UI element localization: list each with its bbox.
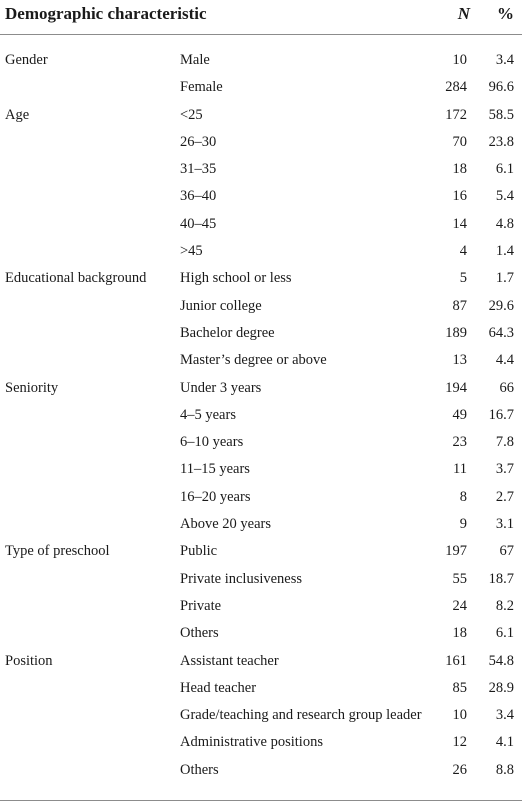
table-row [0,130,522,157]
row-n-value: 18 [452,625,467,642]
row-category-label: Junior college [180,297,262,314]
row-category-label: Others [180,761,219,778]
row-n-value: 26 [452,761,467,778]
row-percent-value: 66 [499,379,514,396]
row-group-label: Educational background [5,270,147,287]
row-percent-value: 18.7 [488,570,514,587]
row-n-value: 13 [452,352,467,369]
table-row [0,430,522,457]
row-n-value: 194 [445,379,467,396]
table-row [0,539,522,566]
table-row [0,294,522,321]
table-header [0,0,522,34]
row-n-value: 12 [452,734,467,751]
row-percent-value: 8.8 [495,761,514,778]
row-percent-value: 5.4 [495,188,514,205]
table-row [0,212,522,239]
row-n-value: 10 [452,52,467,68]
row-category-label: Under 3 years [180,379,262,396]
table-row [0,321,522,348]
row-n-value: 10 [452,707,467,724]
table-row [0,649,522,676]
row-percent-value: 96.6 [488,79,514,96]
row-n-value: 14 [452,215,467,232]
row-category-label: Public [180,543,218,560]
table-row [0,567,522,594]
table-row [0,730,522,757]
row-group-label: Seniority [5,379,59,396]
table-row [0,266,522,293]
row-percent-value: 3.7 [495,461,514,478]
row-n-value: 49 [452,406,467,423]
row-n-value: 55 [452,570,467,587]
row-n-value: 70 [452,133,467,150]
row-category-label: 31–35 [180,161,217,178]
row-percent-value: 4.4 [495,352,514,369]
row-category-label: Others [180,625,219,642]
table-row [0,376,522,403]
row-n-value: 11 [453,461,467,478]
row-percent-value: 3.4 [495,52,514,68]
table-row [0,348,522,375]
row-category-label: Grade/teaching and research group leader [180,707,422,724]
row-category-label: 4–5 years [180,406,236,423]
row-percent-value: 4.8 [495,215,514,232]
header-percent: % [497,4,514,23]
row-category-label: <25 [180,106,203,123]
table-row [0,676,522,703]
row-percent-value: 16.7 [488,406,514,423]
table-row [0,48,522,75]
row-n-value: 172 [445,106,467,123]
row-percent-value: 54.8 [488,652,514,669]
row-category-label: 16–20 years [180,488,251,505]
header-characteristic: Demographic characteristic [5,4,207,23]
row-n-value: 4 [459,243,467,260]
row-percent-value: 29.6 [488,297,514,314]
row-category-label: Administrative positions [180,734,323,751]
table-row [0,103,522,130]
row-n-value: 9 [459,516,467,533]
row-category-label: Head teacher [180,679,257,696]
table-row [0,594,522,621]
row-category-label: >45 [180,243,203,260]
table-row [0,75,522,102]
row-n-value: 284 [445,79,467,96]
row-category-label: Assistant teacher [180,652,279,669]
table-row [0,457,522,484]
row-n-value: 197 [445,543,467,560]
row-percent-value: 8.2 [495,597,514,614]
row-category-label: 36–40 [180,188,217,205]
header-n: N [457,4,470,23]
bottom-rule [0,800,522,801]
table-row [0,239,522,266]
table-row [0,512,522,539]
row-n-value: 189 [445,324,467,341]
row-n-value: 87 [452,297,467,314]
table-row [0,485,522,512]
row-percent-value: 23.8 [488,133,514,150]
row-group-label: Gender [5,52,48,68]
row-percent-value: 1.4 [495,243,514,260]
row-n-value: 18 [452,161,467,178]
row-percent-value: 1.7 [495,270,514,287]
table-row [0,758,522,785]
row-percent-value: 64.3 [488,324,514,341]
row-n-value: 5 [459,270,467,287]
table-row [0,621,522,648]
row-n-value: 8 [459,488,467,505]
row-group-label: Type of preschool [5,543,110,560]
row-category-label: Master’s degree or above [180,352,327,369]
row-n-value: 85 [452,679,467,696]
row-category-label: 6–10 years [180,434,244,451]
row-category-label: 11–15 years [180,461,250,478]
row-category-label: Private inclusiveness [180,570,303,587]
row-n-value: 16 [452,188,467,205]
table-row [0,703,522,730]
row-percent-value: 6.1 [495,625,514,642]
row-category-label: Bachelor degree [180,324,275,341]
row-category-label: Above 20 years [180,516,272,533]
row-percent-value: 7.8 [495,434,514,451]
row-percent-value: 3.1 [495,516,514,533]
row-category-label: High school or less [180,270,292,287]
row-category-label: Male [180,52,210,68]
row-category-label: 40–45 [180,215,217,232]
row-percent-value: 6.1 [495,161,514,178]
row-category-label: 26–30 [180,133,217,150]
table-row [0,157,522,184]
row-percent-value: 58.5 [488,106,514,123]
table-row [0,184,522,211]
row-percent-value: 3.4 [495,707,514,724]
header-rule [0,34,522,35]
table-row [0,403,522,430]
row-percent-value: 2.7 [495,488,514,505]
row-percent-value: 67 [499,543,514,560]
table-body [0,48,522,785]
row-category-label: Female [180,79,223,96]
row-percent-value: 28.9 [488,679,514,696]
row-percent-value: 4.1 [495,734,514,751]
row-category-label: Private [180,597,222,614]
row-group-label: Position [5,652,53,669]
row-group-label: Age [5,106,30,123]
row-n-value: 23 [452,434,467,451]
row-n-value: 161 [445,652,467,669]
row-n-value: 24 [452,597,467,614]
